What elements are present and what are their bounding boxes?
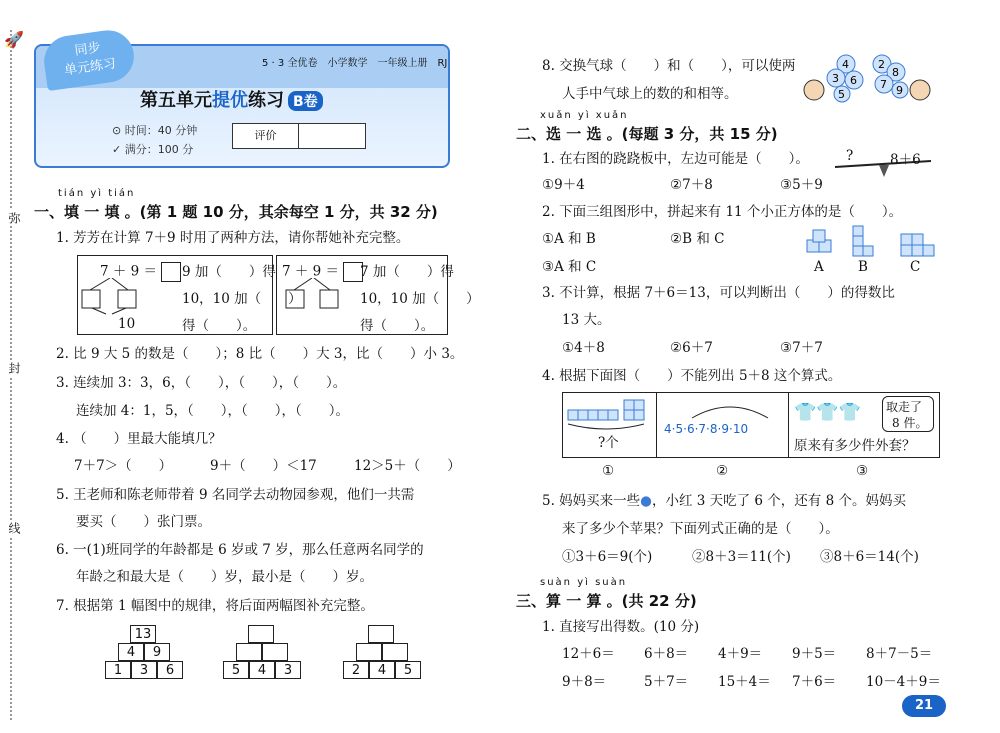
q1-text-b: 10，10 加（ ）	[182, 291, 302, 307]
split-diagram-right	[282, 278, 362, 318]
q1-5a: 5. 王老师和陈老师带着 9 名同学去动物园参观，他们一共需	[56, 487, 415, 503]
s2-pinyin: xuǎn yì xuǎn	[540, 110, 629, 121]
q1-7: 7. 根据第 1 幅图中的规律，将后面两幅图补充完整。	[56, 598, 374, 614]
q1-4c: 12＞5＋（ ）	[354, 458, 461, 474]
score-info: ✓ 满分：100 分	[112, 143, 194, 156]
q1-6b: 年龄之和最大是（ ）岁，最小是（ ）岁。	[76, 569, 373, 585]
calc-2-5[interactable]: 10－4＋9＝	[866, 674, 941, 690]
evaluation-box[interactable]: 评价	[232, 123, 366, 149]
calc-2-3[interactable]: 15＋4＝	[718, 674, 771, 690]
balloons-left	[800, 50, 870, 112]
coat-rack-icon: 👕👕👕	[794, 402, 862, 423]
time-info: ⊙ 时间：40 分钟	[112, 124, 198, 137]
q1-text-e: 10，10 加（ ）	[360, 291, 480, 307]
q1-4a: 7＋7＞（ ）	[74, 458, 173, 474]
p2-bot-r: 3	[275, 661, 301, 679]
q2-2-opt3[interactable]: ③A 和 C	[542, 259, 597, 275]
s1-pinyin: tián yì tián	[58, 188, 136, 199]
bubble-line-1: 取走了	[886, 400, 923, 414]
rocket-icon: 🚀	[4, 30, 24, 49]
p1-mid-l: 4	[118, 643, 144, 661]
calc-2-1[interactable]: 9＋8＝	[562, 674, 607, 690]
calc-1-2[interactable]: 6＋8＝	[644, 646, 689, 662]
p3-top[interactable]	[368, 625, 394, 643]
fig2-arc	[690, 400, 770, 420]
fig-mark-3[interactable]: ③	[856, 463, 869, 479]
p2-mid-l[interactable]	[236, 643, 262, 661]
p1-top: 13	[130, 625, 156, 643]
fig3-question: 原来有多少件外套？	[794, 438, 916, 454]
p2-bot-l: 5	[223, 661, 249, 679]
q1-5b: 要买（ ）张门票。	[76, 514, 211, 530]
q2-5a: 5. 妈妈买来一些●，小红 3 天吃了 6 个，还有 8 个。妈妈买	[542, 493, 906, 509]
cube-label-b: B	[858, 259, 868, 275]
q2-2-opt2[interactable]: ②B 和 C	[670, 231, 725, 247]
p2-top[interactable]	[248, 625, 274, 643]
fig-mark-1[interactable]: ①	[602, 463, 615, 479]
p3-bot-m: 4	[369, 661, 395, 679]
spine-label-2: 封	[7, 362, 21, 374]
q1-8b: 人手中气球上的数的和相等。	[562, 86, 738, 102]
q1-expr-right: 7 ＋ 9 ＝	[282, 262, 363, 282]
fig1-qty: ?个	[598, 435, 619, 451]
q1-2: 2. 比 9 大 5 的数是（ ）；8 比（ ）大 3，比（ ）小 3。	[56, 346, 464, 362]
svg-text:3: 3	[832, 72, 839, 85]
q2-2-opt1[interactable]: ①A 和 B	[542, 231, 596, 247]
q2-5-opt2[interactable]: ②8＋3＝11(个)	[692, 549, 791, 565]
q2-3-opt2[interactable]: ②6＋7	[670, 340, 713, 356]
q1-4: 4. （ ）里最大能填几？	[56, 431, 222, 447]
svg-text:7: 7	[880, 78, 887, 91]
q2-5-opt1[interactable]: ①3＋6＝9(个)	[562, 549, 653, 565]
q1-8a: 8. 交换气球（ ）和（ ），可以使两	[542, 58, 796, 74]
q1-text-d: 7 加（ ）得	[360, 264, 454, 280]
q1-1: 1. 芳芳在计算 7＋9 时用了两种方法，请你帮她补充完整。	[56, 230, 410, 246]
p3-mid-r[interactable]	[382, 643, 408, 661]
q1-text-a: 9 加（ ）得	[182, 264, 276, 280]
q2-1: 1. 在右图的跷跷板中，左边可能是（ ）。	[542, 151, 809, 167]
q1-text-f: 得（ ）。	[360, 318, 435, 334]
q2-3-opt1[interactable]: ①4＋8	[562, 340, 605, 356]
book-info: 5 · 3 全优卷 小学数学 一年级上册 RJ	[262, 58, 448, 69]
cube-label-c: C	[910, 259, 921, 275]
q2-3a: 3. 不计算，根据 7＋6＝13，可以判断出（ ）的得数比	[542, 285, 895, 301]
p2-mid-r[interactable]	[262, 643, 288, 661]
calc-1-1[interactable]: 12＋6＝	[562, 646, 615, 662]
q2-5b: 来了多少个苹果？下面列式正确的是（ ）。	[562, 521, 839, 537]
s3-pinyin: suàn yì suàn	[540, 577, 628, 588]
svg-text:8: 8	[892, 66, 899, 79]
p1-bot-r: 6	[157, 661, 183, 679]
seesaw-left: ?	[846, 148, 854, 164]
q2-1-opt1[interactable]: ①9＋4	[542, 177, 585, 193]
calc-1-3[interactable]: 4＋9＝	[718, 646, 763, 662]
q2-1-opt3[interactable]: ③5＋9	[780, 177, 823, 193]
fig2-numbers: 4·5·6·7·8·9·10	[664, 422, 749, 436]
fig1-cubes	[566, 398, 652, 432]
page-number: 21	[902, 695, 946, 717]
balloons-right	[870, 50, 940, 112]
q2-2: 2. 下面三组图形中，拼起来有 11 个小正方体的是（ ）。	[542, 204, 903, 220]
unit-badge: 同步 单元练习	[41, 27, 137, 91]
q1-3b: 连续加 4：1，5，（ ），（ ），（ ）。	[76, 403, 350, 419]
p2-bot-m: 4	[249, 661, 275, 679]
cube-groups	[805, 222, 940, 260]
q2-4: 4. 根据下面图（ ）不能列出 5＋8 这个算式。	[542, 368, 842, 384]
cube-label-a: A	[814, 259, 824, 275]
q1-3a: 3. 连续加 3：3，6，（ ），（ ），（ ）。	[56, 375, 347, 391]
q3-1: 1. 直接写出得数。(10 分)	[542, 619, 700, 635]
p3-bot-r: 5	[395, 661, 421, 679]
p3-mid-l[interactable]	[356, 643, 382, 661]
section-2-title: 二、选 一 选 。(每题 3 分，共 15 分)	[516, 125, 778, 143]
calc-1-5[interactable]: 8＋7－5＝	[866, 646, 933, 662]
p1-mid-r: 9	[144, 643, 170, 661]
calc-2-2[interactable]: 5＋7＝	[644, 674, 689, 690]
section-1-title: 一、填 一 填 。(第 1 题 10 分，其余每空 1 分，共 32 分)	[34, 203, 438, 221]
q1-expr-left: 7 ＋ 9 ＝	[100, 262, 181, 282]
spine-label-1: 弥	[7, 212, 21, 224]
p1-bot-l: 1	[105, 661, 131, 679]
q2-3-opt3[interactable]: ③7＋7	[780, 340, 823, 356]
calc-2-4[interactable]: 7＋6＝	[792, 674, 837, 690]
apple-icon: ●	[640, 493, 652, 509]
calc-1-4[interactable]: 9＋5＝	[792, 646, 837, 662]
q2-1-opt2[interactable]: ②7＋8	[670, 177, 713, 193]
q1-4b: 9＋（ ）＜17	[210, 458, 317, 474]
svg-text:6: 6	[850, 74, 857, 87]
fig-mark-2[interactable]: ②	[716, 463, 729, 479]
q2-5-opt3[interactable]: ③8＋6＝14(个)	[820, 549, 919, 565]
page-title: 第五单元提优练习 B卷	[140, 86, 323, 112]
p1-bot-m: 3	[131, 661, 157, 679]
spine-label-3: 线	[7, 522, 21, 534]
svg-text:5: 5	[838, 88, 845, 101]
split-diagram-left	[80, 278, 160, 318]
bubble-line-2: 8 件。	[892, 416, 928, 430]
svg-text:4: 4	[842, 58, 849, 71]
section-3-title: 三、算 一 算 。(共 22 分)	[516, 592, 697, 610]
q1-text-c: 得（ ）。	[182, 318, 257, 334]
q2-3b: 13 大。	[562, 312, 611, 328]
p3-bot-l: 2	[343, 661, 369, 679]
svg-text:9: 9	[896, 84, 903, 97]
q1-ten-left: 10	[118, 316, 136, 332]
q1-6a: 6. 一(1)班同学的年龄都是 6 岁或 7 岁，那么任意两名同学的	[56, 542, 424, 558]
svg-text:2: 2	[878, 58, 885, 71]
seesaw-right: 8＋6	[890, 152, 921, 168]
